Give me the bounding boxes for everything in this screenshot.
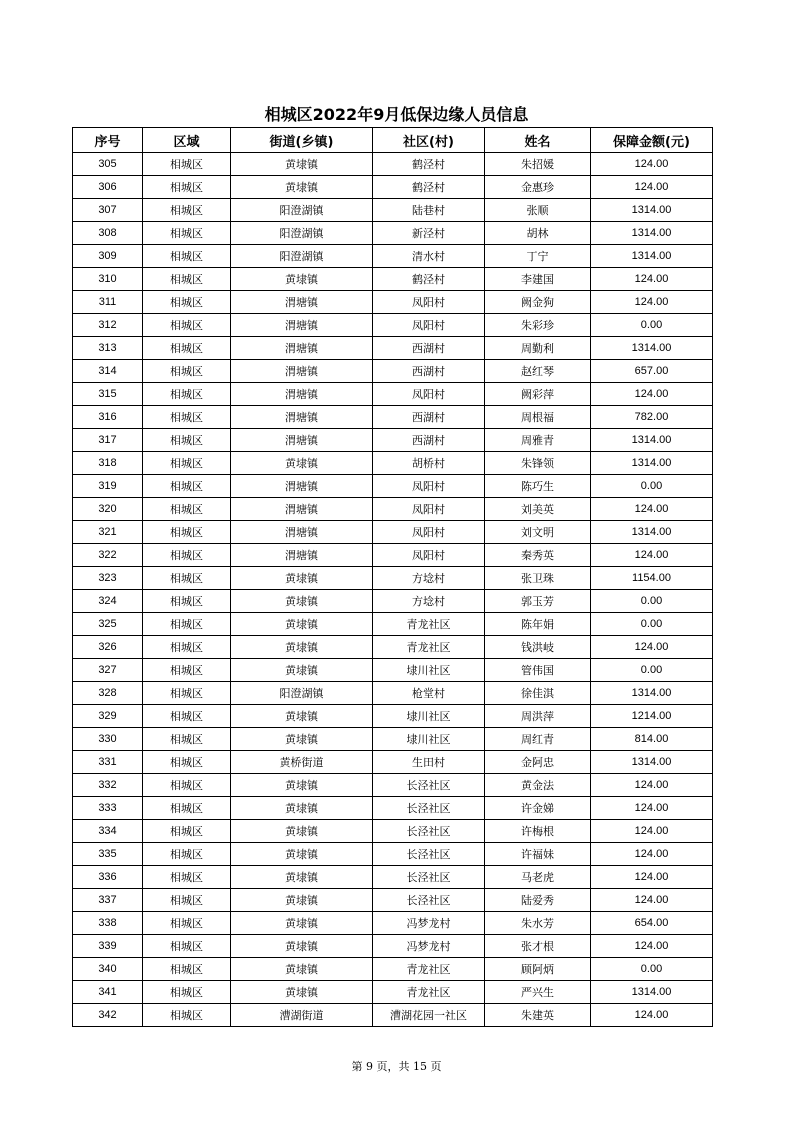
table-row [73, 889, 713, 912]
street-cell: 渭塘镇 [231, 475, 373, 498]
street-cell: 阳澄湖镇 [231, 199, 373, 222]
district-cell: 相城区 [143, 1004, 231, 1027]
street-cell: 漕湖街道 [231, 1004, 373, 1027]
table-row [73, 199, 713, 222]
amount-cell: 1314.00 [591, 521, 713, 544]
street-cell: 黄埭镇 [231, 567, 373, 590]
community-cell: 埭川社区 [373, 728, 485, 751]
table-row [73, 521, 713, 544]
street-cell: 渭塘镇 [231, 383, 373, 406]
serial-cell: 320 [73, 498, 143, 521]
header-amount: 保障金额(元) [591, 128, 713, 153]
amount-cell: 814.00 [591, 728, 713, 751]
table-row [73, 682, 713, 705]
district-cell: 相城区 [143, 521, 231, 544]
district-cell: 相城区 [143, 981, 231, 1004]
district-cell: 相城区 [143, 613, 231, 636]
community-cell: 青龙社区 [373, 958, 485, 981]
street-cell: 阳澄湖镇 [231, 682, 373, 705]
name-cell: 朱水芳 [485, 912, 591, 935]
community-cell: 西湖村 [373, 337, 485, 360]
district-cell: 相城区 [143, 751, 231, 774]
table-row [73, 981, 713, 1004]
table-row [73, 291, 713, 314]
page-title: 相城区2022年9月低保边缘人员信息 [264, 105, 529, 124]
name-cell: 朱建英 [485, 1004, 591, 1027]
page-footer: 第 9 页，共 15 页 [351, 1060, 442, 1073]
name-cell: 金惠珍 [485, 176, 591, 199]
district-cell: 相城区 [143, 544, 231, 567]
district-cell: 相城区 [143, 268, 231, 291]
district-cell: 相城区 [143, 360, 231, 383]
community-cell: 凤阳村 [373, 314, 485, 337]
community-cell: 凤阳村 [373, 521, 485, 544]
table-header-row [73, 128, 713, 153]
amount-cell: 1314.00 [591, 337, 713, 360]
amount-cell: 0.00 [591, 475, 713, 498]
district-cell: 相城区 [143, 843, 231, 866]
street-cell: 渭塘镇 [231, 429, 373, 452]
district-cell: 相城区 [143, 452, 231, 475]
serial-cell: 337 [73, 889, 143, 912]
serial-cell: 315 [73, 383, 143, 406]
street-cell: 黄埭镇 [231, 981, 373, 1004]
street-cell: 渭塘镇 [231, 291, 373, 314]
community-cell: 青龙社区 [373, 636, 485, 659]
name-cell: 朱彩珍 [485, 314, 591, 337]
name-cell: 张才根 [485, 935, 591, 958]
community-cell: 新泾村 [373, 222, 485, 245]
name-cell: 许梅根 [485, 820, 591, 843]
table-row [73, 590, 713, 613]
community-cell: 长泾社区 [373, 797, 485, 820]
table-row [73, 751, 713, 774]
community-cell: 长泾社区 [373, 866, 485, 889]
serial-cell: 318 [73, 452, 143, 475]
name-cell: 朱锋领 [485, 452, 591, 475]
community-cell: 长泾社区 [373, 774, 485, 797]
table-row [73, 176, 713, 199]
serial-cell: 310 [73, 268, 143, 291]
header-serial: 序号 [73, 128, 143, 153]
street-cell: 渭塘镇 [231, 406, 373, 429]
serial-cell: 319 [73, 475, 143, 498]
community-cell: 生田村 [373, 751, 485, 774]
street-cell: 阳澄湖镇 [231, 245, 373, 268]
district-cell: 相城区 [143, 498, 231, 521]
table-row [73, 820, 713, 843]
name-cell: 李建国 [485, 268, 591, 291]
street-cell: 渭塘镇 [231, 544, 373, 567]
serial-cell: 327 [73, 659, 143, 682]
amount-cell: 124.00 [591, 797, 713, 820]
community-cell: 长泾社区 [373, 820, 485, 843]
amount-cell: 124.00 [591, 544, 713, 567]
table-row [73, 498, 713, 521]
street-cell: 黄埭镇 [231, 452, 373, 475]
serial-cell: 307 [73, 199, 143, 222]
name-cell: 郭玉芳 [485, 590, 591, 613]
amount-cell: 0.00 [591, 590, 713, 613]
district-cell: 相城区 [143, 406, 231, 429]
serial-cell: 325 [73, 613, 143, 636]
community-cell: 方埝村 [373, 567, 485, 590]
street-cell: 渭塘镇 [231, 521, 373, 544]
community-cell: 凤阳村 [373, 383, 485, 406]
street-cell: 黄埭镇 [231, 636, 373, 659]
district-cell: 相城区 [143, 728, 231, 751]
name-cell: 陆爱秀 [485, 889, 591, 912]
serial-cell: 329 [73, 705, 143, 728]
district-cell: 相城区 [143, 912, 231, 935]
street-cell: 渭塘镇 [231, 360, 373, 383]
amount-cell: 0.00 [591, 613, 713, 636]
amount-cell: 124.00 [591, 291, 713, 314]
name-cell: 赵红琴 [485, 360, 591, 383]
name-cell: 马老虎 [485, 866, 591, 889]
community-cell: 冯梦龙村 [373, 912, 485, 935]
street-cell: 黄埭镇 [231, 728, 373, 751]
header-name: 姓名 [485, 128, 591, 153]
amount-cell: 124.00 [591, 1004, 713, 1027]
street-cell: 黄埭镇 [231, 153, 373, 176]
serial-cell: 339 [73, 935, 143, 958]
amount-cell: 1314.00 [591, 429, 713, 452]
table-row [73, 613, 713, 636]
community-cell: 枪堂村 [373, 682, 485, 705]
serial-cell: 340 [73, 958, 143, 981]
amount-cell: 124.00 [591, 153, 713, 176]
serial-cell: 305 [73, 153, 143, 176]
header-district: 区域 [143, 128, 231, 153]
district-cell: 相城区 [143, 199, 231, 222]
street-cell: 黄埭镇 [231, 797, 373, 820]
name-cell: 钱洪岐 [485, 636, 591, 659]
table-row [73, 153, 713, 176]
name-cell: 顾阿炳 [485, 958, 591, 981]
district-cell: 相城区 [143, 590, 231, 613]
recipient-table [72, 127, 713, 1027]
community-cell: 青龙社区 [373, 613, 485, 636]
amount-cell: 1314.00 [591, 682, 713, 705]
community-cell: 清水村 [373, 245, 485, 268]
name-cell: 陈巧生 [485, 475, 591, 498]
community-cell: 长泾社区 [373, 843, 485, 866]
amount-cell: 0.00 [591, 659, 713, 682]
table-row [73, 912, 713, 935]
name-cell: 张卫珠 [485, 567, 591, 590]
amount-cell: 654.00 [591, 912, 713, 935]
amount-cell: 124.00 [591, 843, 713, 866]
name-cell: 周勤利 [485, 337, 591, 360]
amount-cell: 124.00 [591, 820, 713, 843]
serial-cell: 317 [73, 429, 143, 452]
serial-cell: 308 [73, 222, 143, 245]
street-cell: 黄埭镇 [231, 590, 373, 613]
name-cell: 阙彩萍 [485, 383, 591, 406]
table-row [73, 843, 713, 866]
table-row [73, 360, 713, 383]
district-cell: 相城区 [143, 705, 231, 728]
community-cell: 西湖村 [373, 406, 485, 429]
serial-cell: 335 [73, 843, 143, 866]
name-cell: 许福妹 [485, 843, 591, 866]
name-cell: 金阿忠 [485, 751, 591, 774]
name-cell: 周洪萍 [485, 705, 591, 728]
district-cell: 相城区 [143, 820, 231, 843]
street-cell: 渭塘镇 [231, 498, 373, 521]
serial-cell: 323 [73, 567, 143, 590]
street-cell: 黄桥街道 [231, 751, 373, 774]
name-cell: 周雅青 [485, 429, 591, 452]
table-row [73, 797, 713, 820]
serial-cell: 336 [73, 866, 143, 889]
district-cell: 相城区 [143, 682, 231, 705]
name-cell: 阙金狗 [485, 291, 591, 314]
serial-cell: 322 [73, 544, 143, 567]
table-row [73, 337, 713, 360]
street-cell: 黄埭镇 [231, 843, 373, 866]
amount-cell: 1314.00 [591, 452, 713, 475]
community-cell: 冯梦龙村 [373, 935, 485, 958]
amount-cell: 124.00 [591, 866, 713, 889]
community-cell: 鹤泾村 [373, 176, 485, 199]
community-cell: 凤阳村 [373, 475, 485, 498]
amount-cell: 124.00 [591, 268, 713, 291]
community-cell: 埭川社区 [373, 659, 485, 682]
district-cell: 相城区 [143, 797, 231, 820]
amount-cell: 124.00 [591, 774, 713, 797]
table-row [73, 406, 713, 429]
table-row [73, 429, 713, 452]
community-cell: 鹤泾村 [373, 153, 485, 176]
table-row [73, 866, 713, 889]
amount-cell: 1314.00 [591, 222, 713, 245]
community-cell: 长泾社区 [373, 889, 485, 912]
name-cell: 管伟国 [485, 659, 591, 682]
name-cell: 刘文明 [485, 521, 591, 544]
table-row [73, 728, 713, 751]
serial-cell: 331 [73, 751, 143, 774]
district-cell: 相城区 [143, 659, 231, 682]
table-row [73, 774, 713, 797]
header-street: 街道(乡镇) [231, 128, 373, 153]
street-cell: 黄埭镇 [231, 659, 373, 682]
street-cell: 黄埭镇 [231, 268, 373, 291]
amount-cell: 124.00 [591, 176, 713, 199]
community-cell: 鹤泾村 [373, 268, 485, 291]
serial-cell: 316 [73, 406, 143, 429]
district-cell: 相城区 [143, 176, 231, 199]
name-cell: 周红青 [485, 728, 591, 751]
table-row [73, 1004, 713, 1027]
district-cell: 相城区 [143, 291, 231, 314]
serial-cell: 332 [73, 774, 143, 797]
district-cell: 相城区 [143, 866, 231, 889]
table-row [73, 452, 713, 475]
district-cell: 相城区 [143, 475, 231, 498]
district-cell: 相城区 [143, 245, 231, 268]
district-cell: 相城区 [143, 314, 231, 337]
name-cell: 严兴生 [485, 981, 591, 1004]
name-cell: 张顺 [485, 199, 591, 222]
name-cell: 徐佳淇 [485, 682, 591, 705]
street-cell: 黄埭镇 [231, 958, 373, 981]
district-cell: 相城区 [143, 222, 231, 245]
street-cell: 黄埭镇 [231, 820, 373, 843]
amount-cell: 1314.00 [591, 245, 713, 268]
name-cell: 许金娣 [485, 797, 591, 820]
table-row [73, 268, 713, 291]
name-cell: 周根福 [485, 406, 591, 429]
serial-cell: 313 [73, 337, 143, 360]
table-row [73, 659, 713, 682]
community-cell: 凤阳村 [373, 291, 485, 314]
serial-cell: 314 [73, 360, 143, 383]
amount-cell: 782.00 [591, 406, 713, 429]
serial-cell: 326 [73, 636, 143, 659]
name-cell: 刘美英 [485, 498, 591, 521]
amount-cell: 1214.00 [591, 705, 713, 728]
street-cell: 黄埭镇 [231, 176, 373, 199]
street-cell: 黄埭镇 [231, 774, 373, 797]
table-row [73, 245, 713, 268]
serial-cell: 334 [73, 820, 143, 843]
serial-cell: 333 [73, 797, 143, 820]
table-row [73, 475, 713, 498]
district-cell: 相城区 [143, 889, 231, 912]
table-row [73, 544, 713, 567]
district-cell: 相城区 [143, 567, 231, 590]
street-cell: 黄埭镇 [231, 935, 373, 958]
community-cell: 西湖村 [373, 360, 485, 383]
community-cell: 埭川社区 [373, 705, 485, 728]
serial-cell: 338 [73, 912, 143, 935]
amount-cell: 1314.00 [591, 981, 713, 1004]
street-cell: 黄埭镇 [231, 866, 373, 889]
table-row [73, 705, 713, 728]
community-cell: 陆巷村 [373, 199, 485, 222]
serial-cell: 306 [73, 176, 143, 199]
header-community: 社区(村) [373, 128, 485, 153]
amount-cell: 124.00 [591, 889, 713, 912]
street-cell: 黄埭镇 [231, 912, 373, 935]
street-cell: 黄埭镇 [231, 613, 373, 636]
district-cell: 相城区 [143, 774, 231, 797]
community-cell: 青龙社区 [373, 981, 485, 1004]
table-row [73, 222, 713, 245]
amount-cell: 1314.00 [591, 751, 713, 774]
name-cell: 丁宁 [485, 245, 591, 268]
serial-cell: 324 [73, 590, 143, 613]
amount-cell: 0.00 [591, 958, 713, 981]
serial-cell: 342 [73, 1004, 143, 1027]
district-cell: 相城区 [143, 337, 231, 360]
street-cell: 渭塘镇 [231, 337, 373, 360]
table-body [73, 153, 713, 1027]
serial-cell: 321 [73, 521, 143, 544]
table-row [73, 636, 713, 659]
amount-cell: 124.00 [591, 935, 713, 958]
name-cell: 黄金法 [485, 774, 591, 797]
serial-cell: 328 [73, 682, 143, 705]
district-cell: 相城区 [143, 636, 231, 659]
district-cell: 相城区 [143, 935, 231, 958]
name-cell: 秦秀英 [485, 544, 591, 567]
district-cell: 相城区 [143, 153, 231, 176]
community-cell: 西湖村 [373, 429, 485, 452]
community-cell: 凤阳村 [373, 544, 485, 567]
name-cell: 朱招媛 [485, 153, 591, 176]
table-row [73, 958, 713, 981]
serial-cell: 309 [73, 245, 143, 268]
street-cell: 黄埭镇 [231, 889, 373, 912]
name-cell: 陈年娟 [485, 613, 591, 636]
amount-cell: 1314.00 [591, 199, 713, 222]
serial-cell: 330 [73, 728, 143, 751]
street-cell: 阳澄湖镇 [231, 222, 373, 245]
district-cell: 相城区 [143, 383, 231, 406]
community-cell: 方埝村 [373, 590, 485, 613]
table-row [73, 314, 713, 337]
district-cell: 相城区 [143, 429, 231, 452]
serial-cell: 312 [73, 314, 143, 337]
table-row [73, 383, 713, 406]
serial-cell: 311 [73, 291, 143, 314]
amount-cell: 124.00 [591, 636, 713, 659]
community-cell: 凤阳村 [373, 498, 485, 521]
name-cell: 胡林 [485, 222, 591, 245]
table-row [73, 567, 713, 590]
amount-cell: 124.00 [591, 383, 713, 406]
amount-cell: 657.00 [591, 360, 713, 383]
amount-cell: 124.00 [591, 498, 713, 521]
amount-cell: 1154.00 [591, 567, 713, 590]
community-cell: 胡桥村 [373, 452, 485, 475]
street-cell: 黄埭镇 [231, 705, 373, 728]
serial-cell: 341 [73, 981, 143, 1004]
street-cell: 渭塘镇 [231, 314, 373, 337]
table-row [73, 935, 713, 958]
amount-cell: 0.00 [591, 314, 713, 337]
community-cell: 漕湖花园一社区 [373, 1004, 485, 1027]
district-cell: 相城区 [143, 958, 231, 981]
